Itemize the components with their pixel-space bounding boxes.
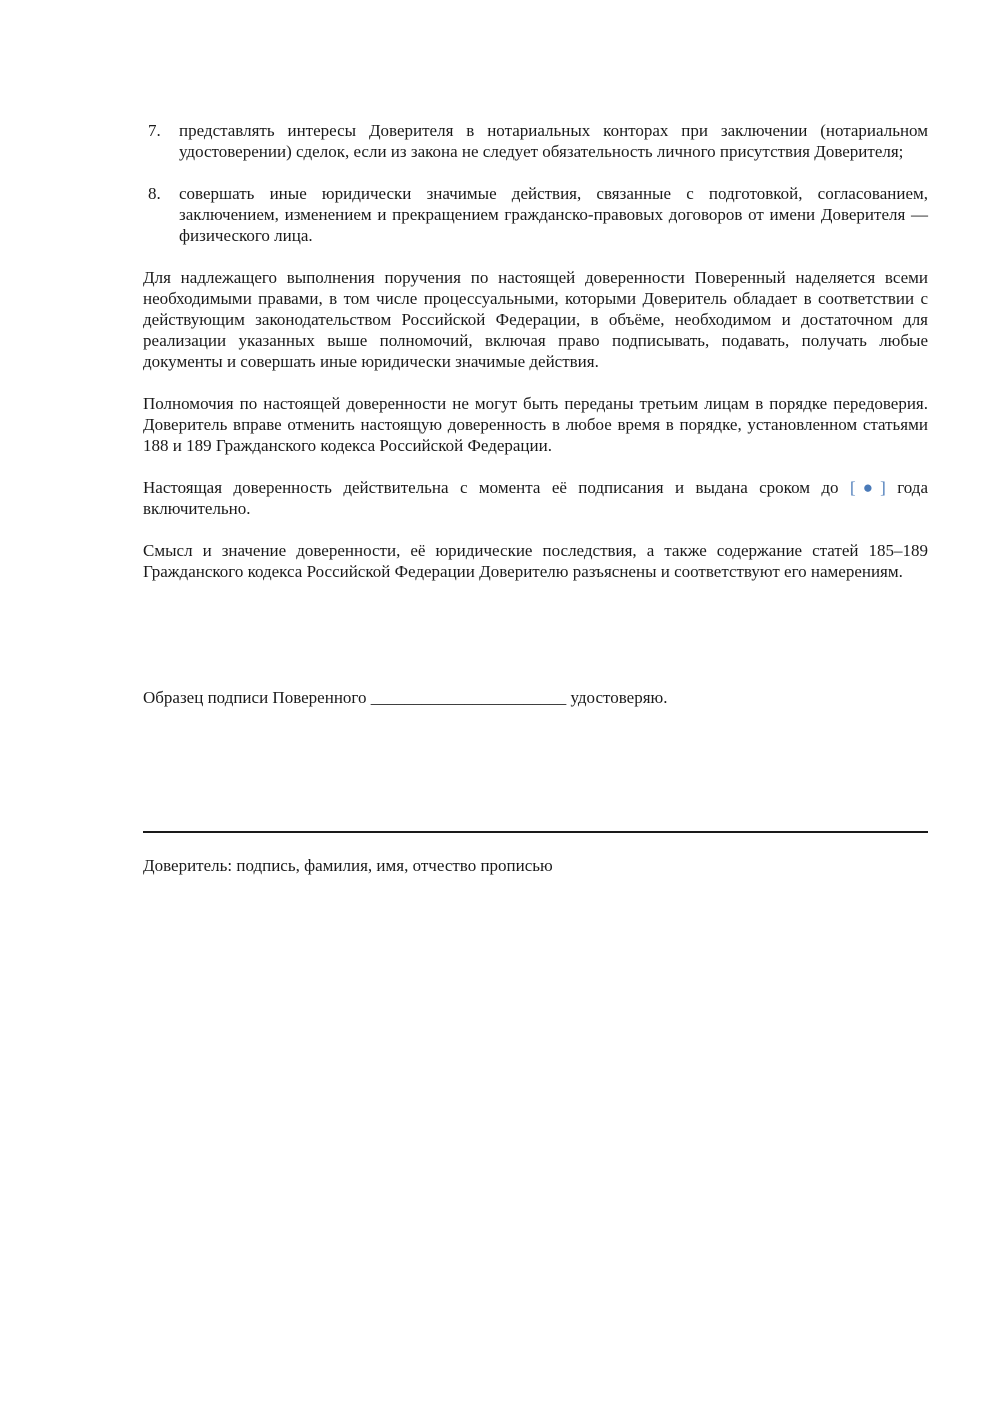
list-item-text: представлять интересы Доверителя в нотариальных конторах при заключении (нотариальном удостоверении) сделок, если из закона не следует обязательность личного присутствия Доверителя; (179, 121, 928, 161)
paragraph-no-transfer: Полномочия по настоящей доверенности не могут быть переданы третьим лицам в порядке передоверия. Доверитель вправе отменить настоящую доверенность в любое время в порядке, установленном статьями 188 и 189 Гражданского кодекса Российской Федерации. (143, 394, 928, 455)
list-item (143, 183, 928, 246)
date-placeholder: [●] (849, 478, 886, 497)
validity-text-before: Настоящая доверенность действительна с момента её подписания и выдана сроком до (143, 478, 850, 497)
paragraph-validity (143, 477, 928, 519)
paragraph-meaning: Смысл и значение доверенности, её юридические последствия, а также содержание статей 185–189 Гражданского кодекса Российской Федерации Доверителю разъяснены и соответствуют его намерениям. (143, 541, 928, 581)
signature-rule (143, 831, 928, 833)
list-item (143, 120, 928, 162)
paragraph-powers: Для надлежащего выполнения поручения по настоящей доверенности Поверенный наделяется всеми необходимыми правами, в том числе процессуальными, которыми Доверитель обладает в соответствии с действующим законодательством Российской Федерации, в объёме, необходимом и достаточном для реализации указанных выше полномочий, включая право подписывать, подавать, получать любые документы и совершать иные юридически значимые действия. (143, 268, 928, 371)
signature-caption: Доверитель: подпись, фамилия, имя, отчество прописью (143, 856, 553, 875)
document-body (143, 120, 928, 603)
signature-sample-line: Образец подписи Поверенного _______________________ удостоверяю. (143, 688, 668, 707)
list-item-number: 7. (148, 121, 161, 140)
list-item-text: совершать иные юридически значимые действия, связанные с подготовкой, согласованием, заключением, изменением и прекращением гражданско-правовых договоров от имени Доверителя — физического лица. (179, 184, 928, 245)
validity-text-after: года включительно. (143, 478, 928, 518)
list-item-number: 8. (148, 184, 161, 203)
